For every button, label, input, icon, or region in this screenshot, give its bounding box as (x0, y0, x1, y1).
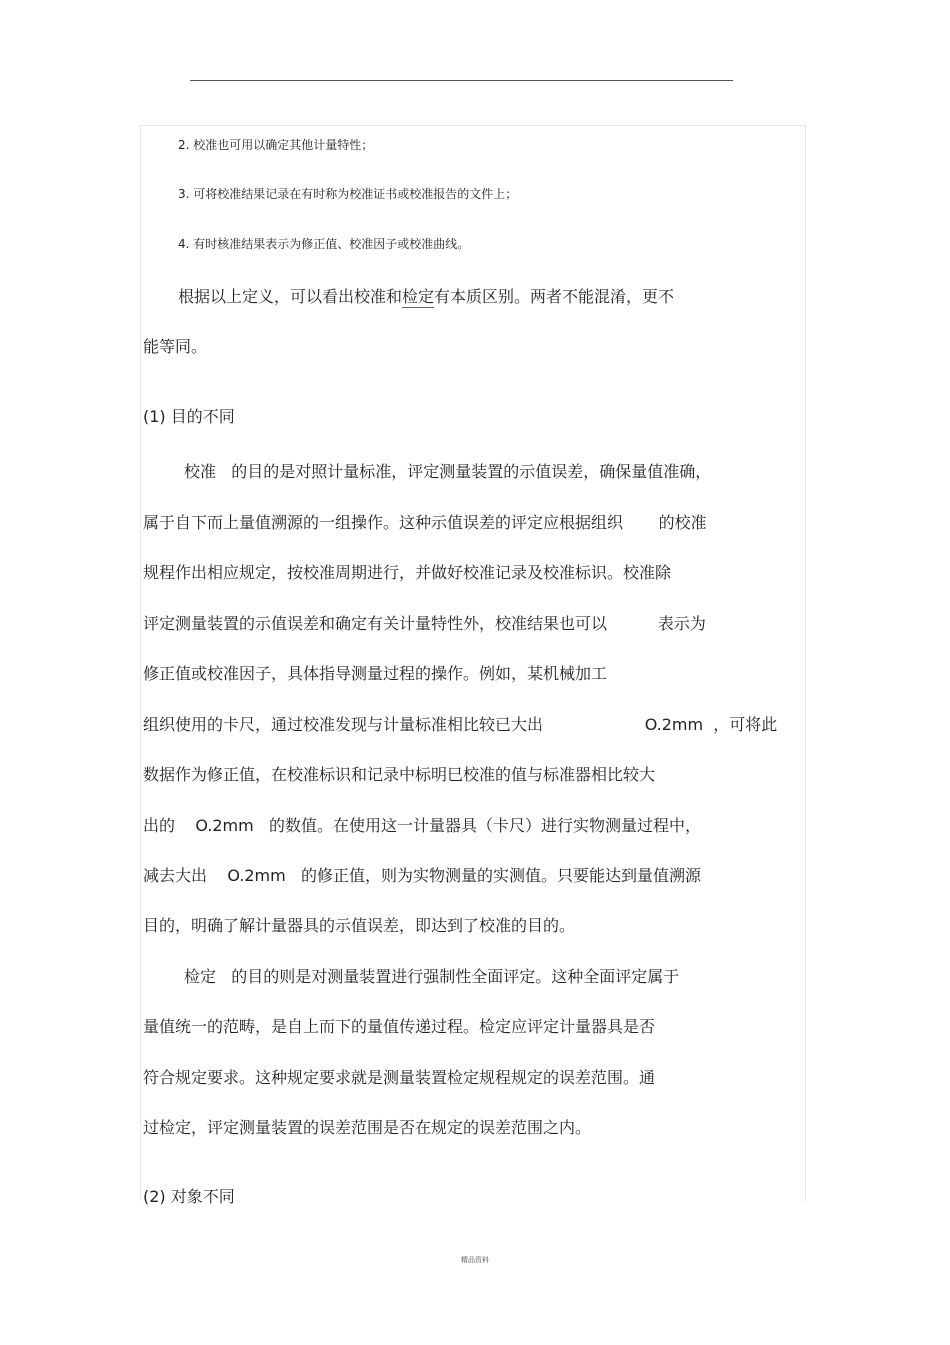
note-2: 2. 校准也可用以确定其他计量特性； (178, 138, 374, 152)
calibration-paragraph-line: 属于自下而上量值溯源的一组操作。这种示值误差的评定应根据组织 的校准 (143, 513, 707, 532)
content-frame-top (140, 125, 805, 126)
intro-underlined-term: 检定 (402, 287, 435, 306)
verification-paragraph-line: 检定 的目的则是对测量装置进行强制性全面评定。这种全面评定属于 (184, 967, 680, 986)
section-1-heading: (1) 目的不同 (143, 407, 235, 426)
note-4: 4. 有时核准结果表示为修正值、校准因子或校准曲线。 (178, 237, 470, 251)
note-3: 3. 可将校准结果记录在有时称为校准证书或校准报告的文件上； (178, 187, 518, 201)
header-rule (190, 80, 733, 81)
section-2-heading: (2) 对象不同 (143, 1187, 235, 1206)
intro-text-start: 根据以上定义，可以看出校准和 (178, 287, 403, 306)
calibration-paragraph-line: 数据作为修正值，在校准标识和记录中标明巳校准的值与标准器相比较大 (143, 765, 656, 784)
intro-line-1 (178, 287, 674, 307)
content-frame-right (805, 125, 806, 1201)
page-footer: 精品资料 (461, 1256, 489, 1264)
calibration-paragraph-line: 校准 的目的是对照计量标准，评定测量装置的示值误差，确保量值准确， (184, 462, 712, 481)
intro-text-end: 有本质区别。两者不能混淆，更不 (434, 287, 675, 306)
calibration-paragraph-line: 减去大出 O.2mm 的修正值，则为实物测量的实测值。只要能达到量值溯源 (143, 866, 701, 885)
content-frame-left (140, 125, 141, 1201)
verification-paragraph-line: 符合规定要求。这种规定要求就是测量装置检定规程规定的误差范围。通 (143, 1068, 656, 1087)
calibration-paragraph-line: 修正值或校准因子，具体指导测量过程的操作。例如，某机械加工 (143, 664, 608, 683)
verification-paragraph-line: 过检定，评定测量装置的误差范围是否在规定的误差范围之内。 (143, 1118, 592, 1137)
calibration-paragraph-line: 目的，明确了解计量器具的示值误差，即达到了校准的目的。 (143, 916, 576, 935)
verification-paragraph-line: 量值统一的范畴，是自上而下的量值传递过程。检定应评定计量器具是否 (143, 1017, 656, 1036)
calibration-paragraph-line: 出的 O.2mm 的数值。在使用这一计量器具（卡尺）进行实物测量过程中， (143, 816, 701, 835)
calibration-paragraph-line: 组织使用的卡尺，通过校准发现与计量标准相比较已大出 O.2mm ，可将此 (143, 715, 778, 734)
intro-line-2: 能等同。 (143, 337, 208, 356)
calibration-paragraph-line: 规程作出相应规定，按校准周期进行，并做好校准记录及校准标识。校准除 (143, 563, 672, 582)
calibration-paragraph-line: 评定测量装置的示值误差和确定有关计量特性外，校准结果也可以 表示为 (143, 614, 706, 633)
